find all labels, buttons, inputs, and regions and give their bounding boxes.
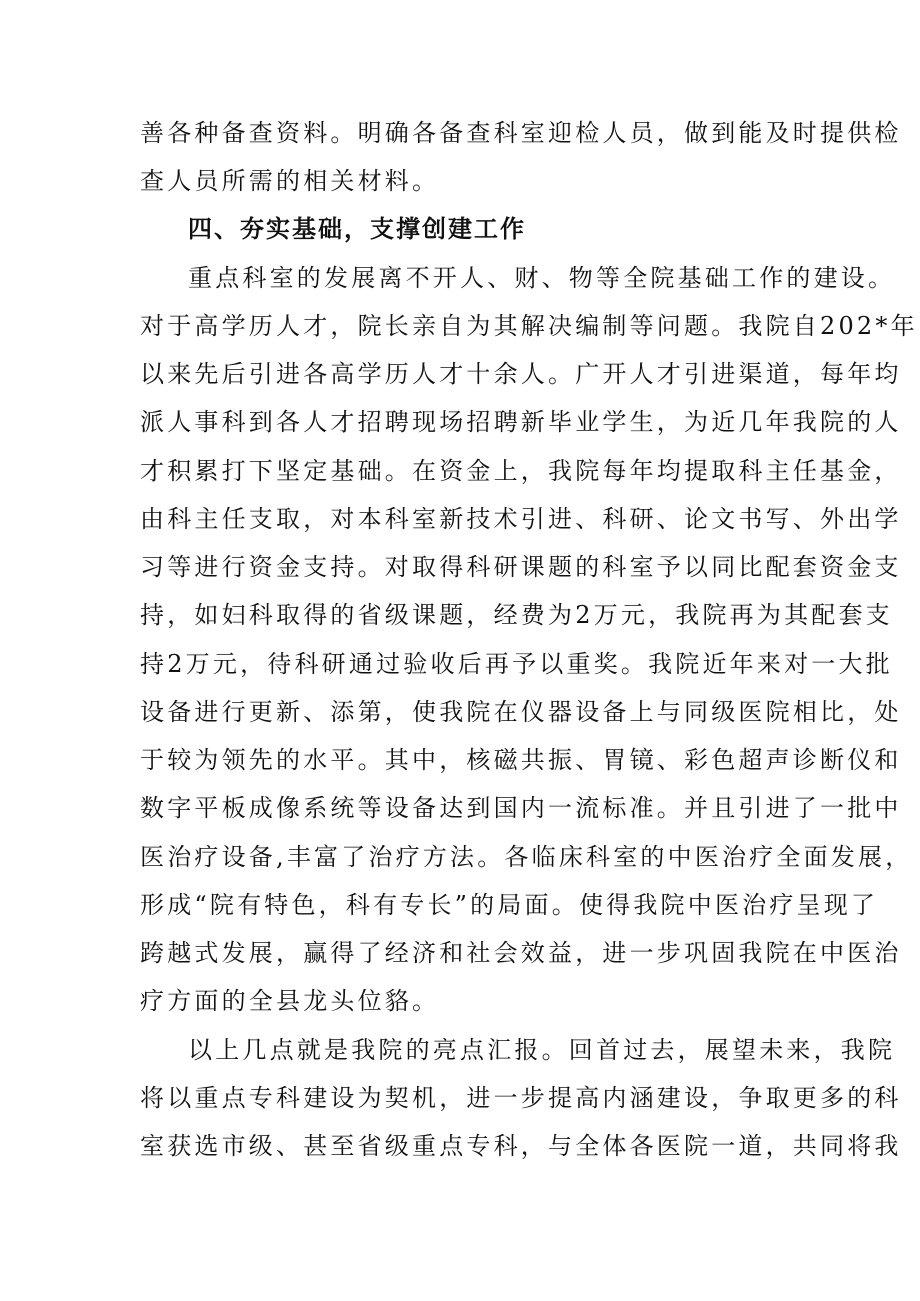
text-line: 跨越式发展，赢得了经济和社会效益，进一步巩固我院在中医治: [140, 939, 902, 967]
text-line: 持2万元，待科研通过验收后再予以重奖。我院近年来对一大批: [140, 650, 893, 678]
text-line: 将以重点专科建设为契机，进一步提高内涵建设，争取更多的科: [140, 1084, 902, 1112]
text-line: 持，如妇科取得的省级课题，经费为2万元，我院再为其配套支: [140, 601, 893, 629]
text-line: 设备进行更新、添第，使我院在仪器设备上与同级医院相比，处: [140, 698, 902, 726]
text-line: 善各种备查资料。明确各备查科室迎检人员，做到能及时提供检: [140, 119, 902, 147]
text-line: 重点科室的发展离不开人、财、物等全院基础工作的建设。: [188, 264, 896, 292]
text-line: 才积累打下坚定基础。在资金上，我院每年均提取科主任基金，: [140, 457, 902, 485]
text-line: 习等进行资金支持。对取得科研课题的科室予以同比配套资金支: [140, 553, 902, 581]
text-line: 由科主任支取，对本科室新技术引进、科研、论文书写、外出学: [140, 505, 902, 533]
text-line: 医治疗设备,丰富了治疗方法。各临床科室的中医治疗全面发展，: [140, 843, 913, 871]
text-line: 数字平板成像系统等设备达到国内一流标准。并且引进了一批中: [140, 794, 902, 822]
text-line: 室获选市级、甚至省级重点专科，与全体各医院一道，共同将我: [140, 1132, 902, 1160]
text-line: 派人事科到各人才招聘现场招聘新毕业学生，为近几年我院的人: [140, 408, 902, 436]
text-line: 形成“院有特色，科有专长”的局面。使得我院中医治疗呈现了: [140, 891, 879, 919]
text-line: 查人员所需的相关材料。: [140, 167, 440, 195]
section-heading: 四、夯实基础，支撑创建工作: [188, 215, 526, 243]
text-line: 对于高学历人才，院长亲自为其解决编制等问题。我院自202*年: [140, 312, 918, 340]
text-line: 以来先后引进各高学历人才十余人。广开人才引进渠道，每年均: [140, 360, 902, 388]
text-line: 于较为领先的水平。其中，核磁共振、胃镜、彩色超声诊断仪和: [140, 746, 902, 774]
text-line: 以上几点就是我院的亮点汇报。回首过去，展望未来，我院: [188, 1036, 896, 1064]
text-line: 疗方面的全县龙头位貉。: [140, 987, 440, 1015]
